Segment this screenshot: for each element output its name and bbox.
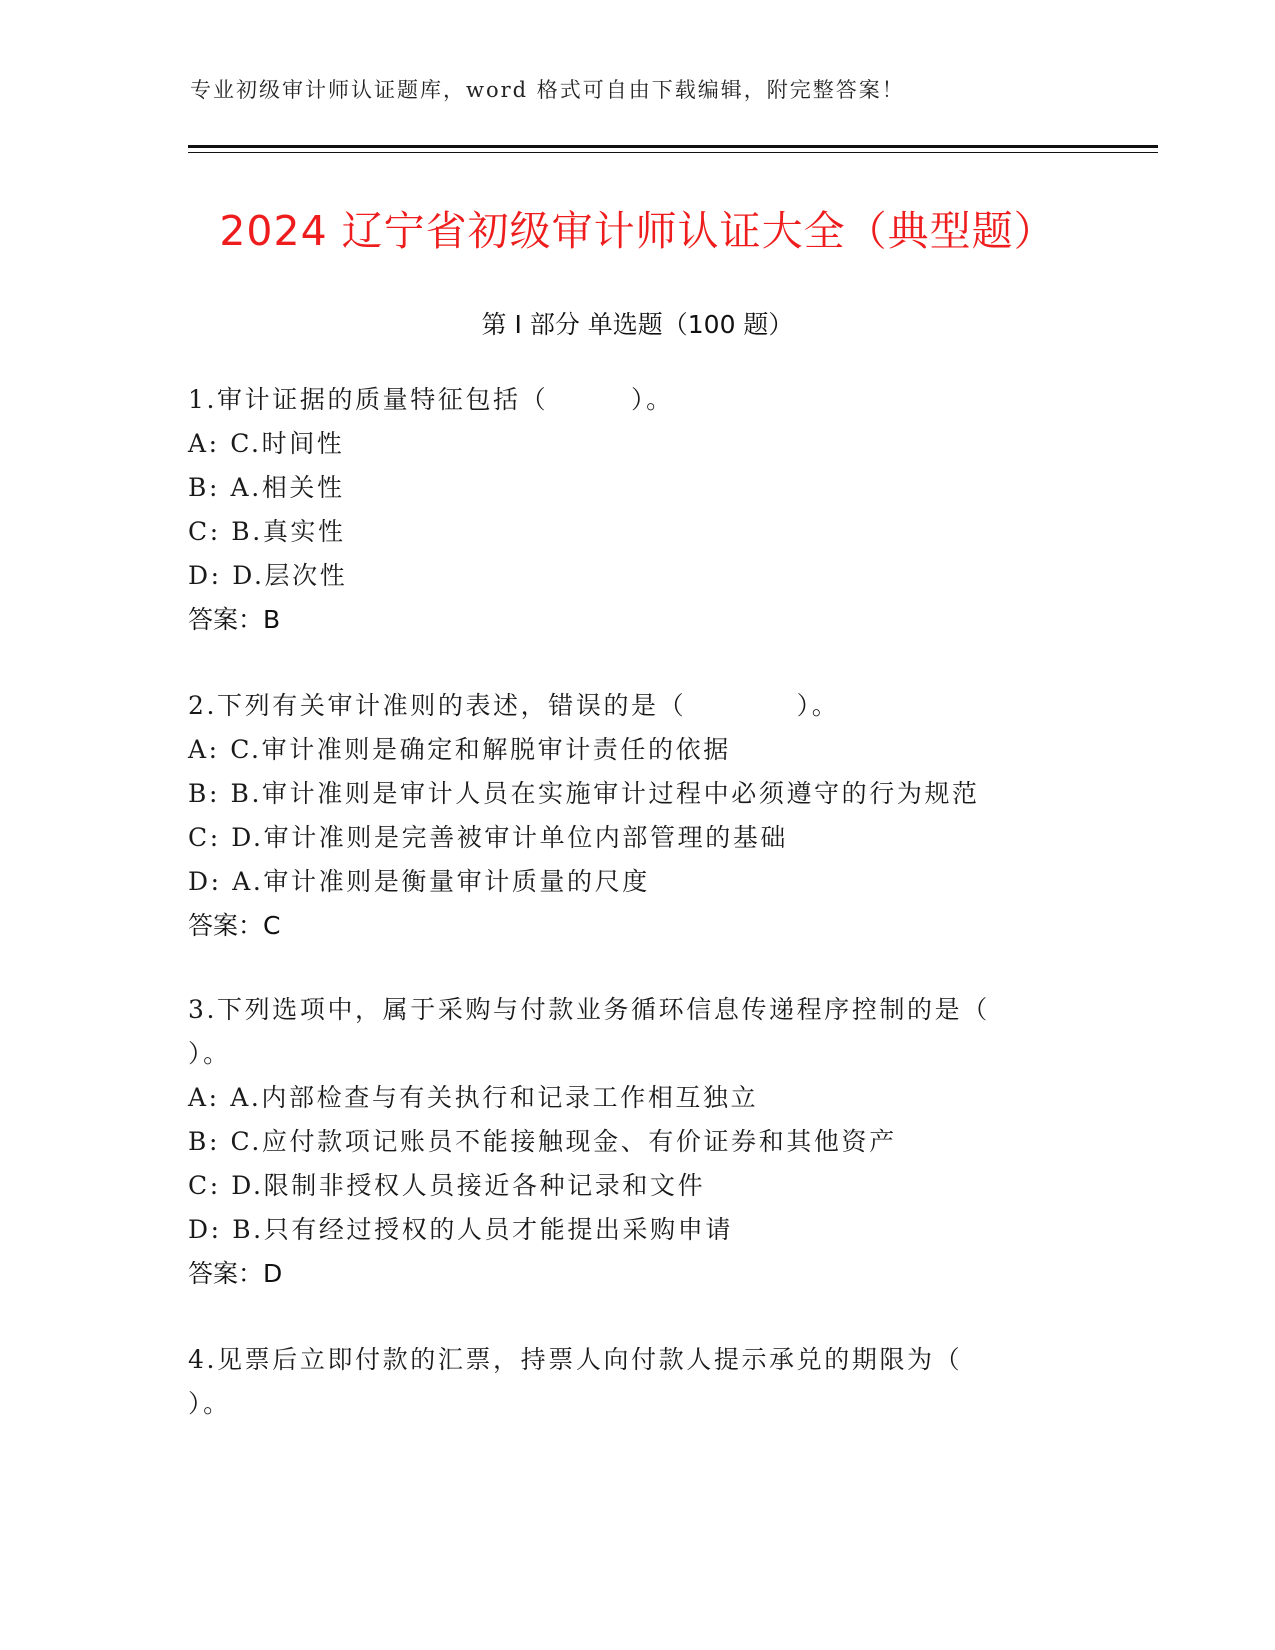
section-title: 第 I 部分 单选题（100 题） — [481, 310, 794, 339]
header-note: 专业初级审计师认证题库，word 格式可自由下载编辑，附完整答案！ — [190, 78, 905, 102]
answer: 答案：D — [188, 1259, 283, 1288]
question-stem-continued: ）。 — [188, 1039, 231, 1068]
question-stem: 3.下列选项中，属于采购与付款业务循环信息传递程序控制的是（ — [188, 995, 990, 1024]
answer: 答案：B — [188, 605, 281, 634]
option-c: C: D.审计准则是完善被审计单位内部管理的基础 — [188, 823, 788, 852]
option-a: A: C.时间性 — [188, 429, 345, 458]
option-b: B: A.相关性 — [188, 473, 345, 502]
option-a: A: C.审计准则是确定和解脱审计责任的依据 — [188, 735, 731, 764]
header-divider-thin — [188, 152, 1158, 153]
option-b: B: C.应付款项记账员不能接触现金、有价证券和其他资产 — [188, 1127, 897, 1156]
question-stem: 1.审计证据的质量特征包括（ ）。 — [188, 385, 674, 414]
document-title: 2024 辽宁省初级审计师认证大全（典型题） — [219, 207, 1056, 255]
header-divider-thick — [188, 145, 1158, 148]
option-c: C: B.真实性 — [188, 517, 346, 546]
option-d: D: D.层次性 — [188, 561, 348, 590]
answer: 答案：C — [188, 911, 281, 940]
option-c: C: D.限制非授权人员接近各种记录和文件 — [188, 1171, 706, 1200]
question-stem-continued: ）。 — [188, 1389, 231, 1418]
option-d: D: A.审计准则是衡量审计质量的尺度 — [188, 867, 650, 896]
option-b: B: B.审计准则是审计人员在实施审计过程中必须遵守的行为规范 — [188, 779, 980, 808]
option-a: A: A.内部检查与有关执行和记录工作相互独立 — [188, 1083, 759, 1112]
question-stem: 2.下列有关审计准则的表述，错误的是（ ）。 — [188, 691, 840, 720]
option-d: D: B.只有经过授权的人员才能提出采购申请 — [188, 1215, 733, 1244]
question-stem: 4.见票后立即付款的汇票，持票人向付款人提示承兑的期限为（ — [188, 1345, 963, 1374]
